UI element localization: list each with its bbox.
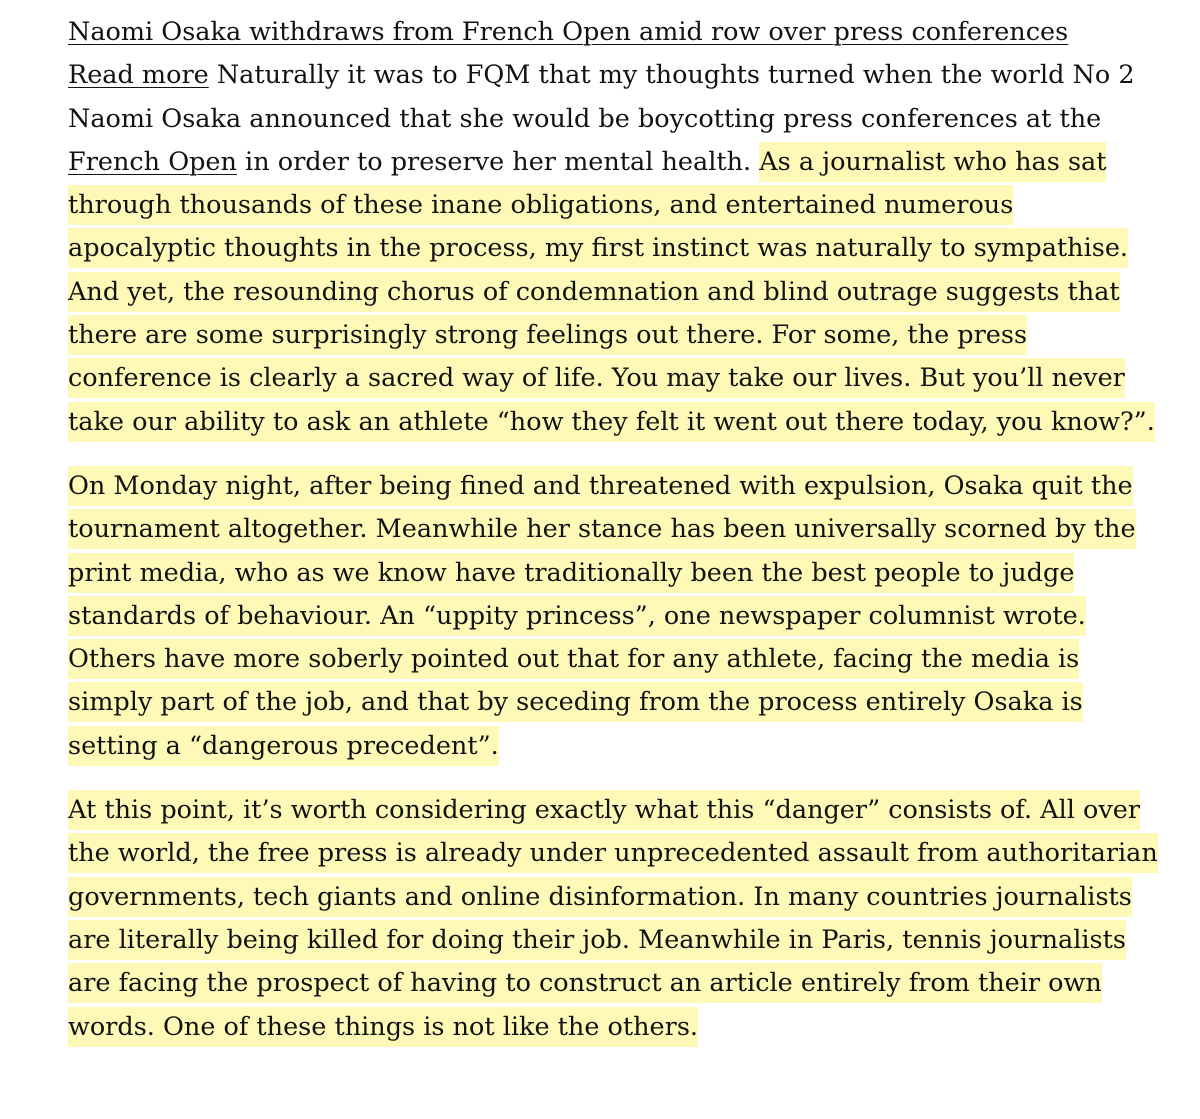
related-article-link[interactable]: Naomi Osaka withdraws from French Open amid row over press conferences (68, 17, 1069, 47)
highlighted-text: At this point, it’s worth considering exactly what this “danger” consists of. All over the world, the free press is already under unprecedented assault from authoritarian governments, tech giants and online disinformation. In many countries journalists are literally being killed for doing their job. Meanwhile in Paris, tennis journalists are facing the prospect of having to construct an article entirely from their own words. One of these things is not like the others. (68, 790, 1158, 1046)
paragraph-text: Naturally it was to FQM that my thoughts turned when the world No 2 Naomi Osaka announced that she would be boycotting press conferences at the (68, 60, 1135, 134)
read-more-link[interactable]: Read more (68, 60, 209, 91)
paragraph-text: in order to preserve her mental health. (236, 146, 760, 177)
article-paragraph (68, 789, 1158, 1049)
highlighted-text: As a journalist who has sat through thousands of these inane obligations, and entertained numerous apocalyptic thoughts in the process, my first instinct was naturally to sympathise. And yet, the resounding chorus of condemnation and blind outrage suggests that there are some surprisingly strong feelings out there. For some, the press conference is clearly a sacred way of life. You may take our lives. But you’ll never take our ability to ask an athlete “how they felt it went out there today, you know?”. (68, 142, 1155, 442)
article-body (68, 11, 1158, 1049)
article-paragraph (68, 11, 1158, 444)
highlighted-text: On Monday night, after being fined and threatened with expulsion, Osaka quit the tournament altogether. Meanwhile her stance has been universally scorned by the print media, who as we know have traditionally been the best people to judge standards of behaviour. An “uppity princess”, one newspaper columnist wrote. Others have more soberly pointed out that for any athlete, facing the media is simply part of the job, and that by seceding from the process entirely Osaka is setting a “dangerous precedent”. (68, 466, 1136, 766)
article-paragraph (68, 465, 1158, 768)
french-open-link[interactable]: French Open (68, 146, 237, 177)
